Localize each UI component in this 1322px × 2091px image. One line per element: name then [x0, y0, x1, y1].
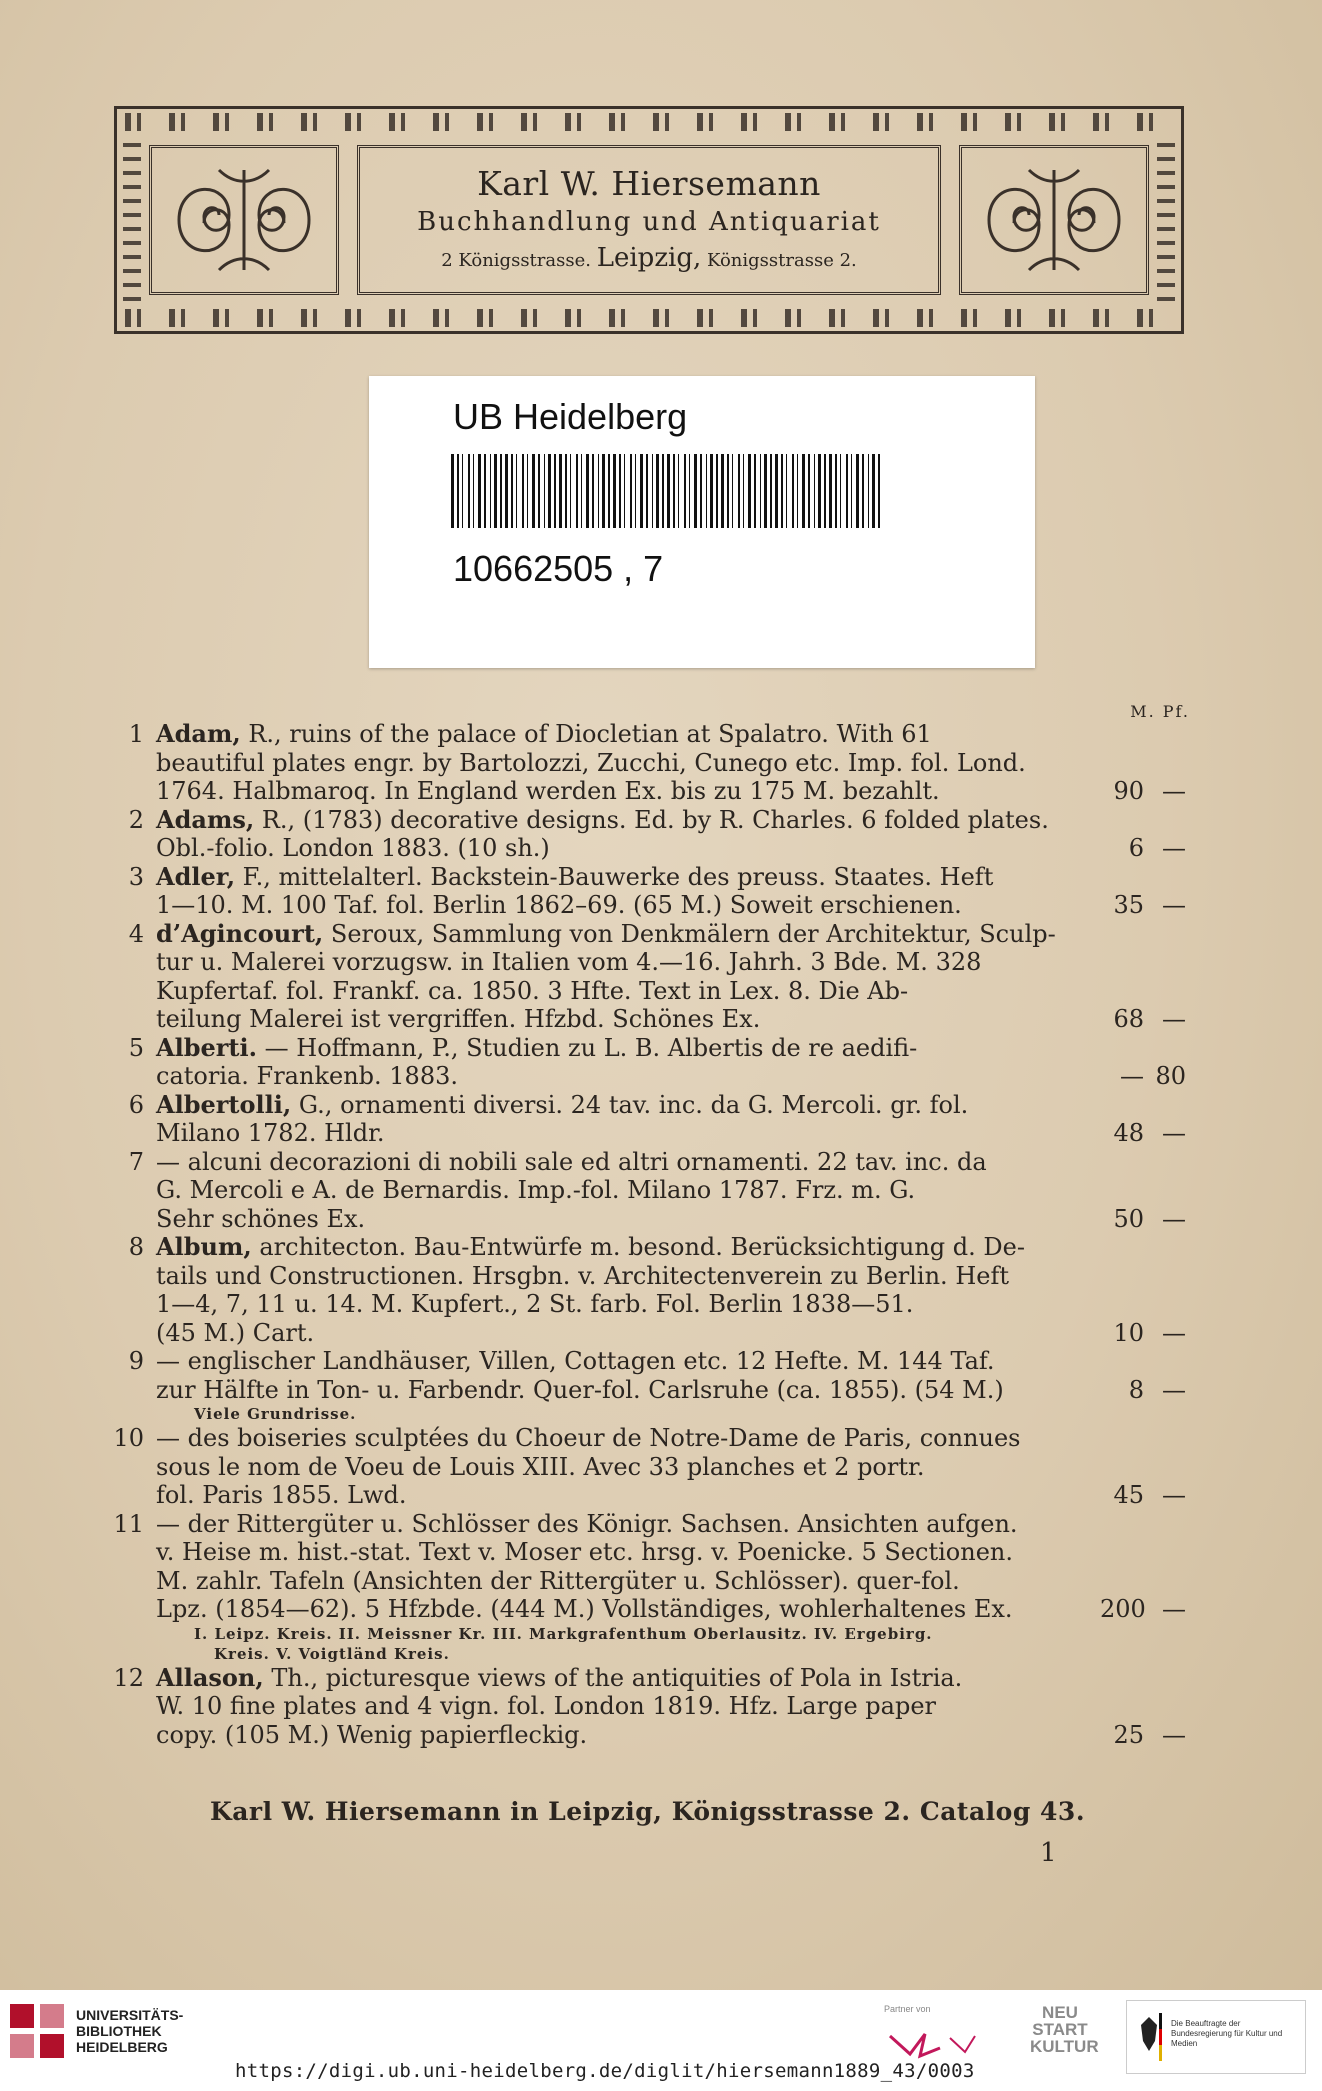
entry-price: [1100, 777, 1190, 806]
ornament-border-top: [125, 113, 1173, 131]
barcode-bar: [559, 454, 562, 528]
entry-text: [156, 1595, 1013, 1624]
entry-line: [156, 1376, 1190, 1405]
barcode-bar: [770, 454, 772, 528]
entry-line: [156, 1034, 1190, 1063]
price-pfennig: —: [1162, 891, 1186, 919]
entry-number: 9: [128, 1347, 144, 1375]
entry-body: Th., picturesque views of the antiquities of Pola in Istria.: [263, 1663, 963, 1692]
barcode-bar: [570, 454, 571, 528]
barcode-bar: [684, 454, 686, 528]
barcode-bar: [554, 454, 556, 528]
barcode-bar: [527, 454, 528, 528]
banner-text-panel: [357, 145, 941, 295]
catalog-entry: [110, 1664, 1190, 1750]
address-city: Leipzig,: [596, 243, 702, 273]
barcode-bar: [490, 454, 491, 528]
uni-text-line-3: HEIDELBERG: [76, 2039, 168, 2055]
entry-body: fol. Paris 1855. Lwd.: [156, 1481, 407, 1509]
entry-line: [156, 1567, 1190, 1596]
entry-note-line: Viele Grundrisse.: [194, 1405, 357, 1423]
entry-text: [156, 1205, 365, 1234]
barcode-bar: [706, 454, 707, 528]
entry-text: [156, 1376, 1004, 1405]
entry-body: Sehr schönes Ex.: [156, 1204, 366, 1233]
entry-text: [156, 977, 908, 1006]
page-url[interactable]: https://digi.ub.uni-heidelberg.de/diglit/hiersemann1889_43/0003: [235, 2060, 975, 2082]
entry-note-line: I. Leipz. Kreis. II. Meissner Kr. III. Markgrafenthum Oberlausitz. IV. Ergebirg.: [194, 1624, 933, 1643]
entry-body: copy. (105 M.) Wenig papierfleckig.: [156, 1720, 588, 1749]
price-marks: —: [1120, 1062, 1144, 1090]
entry-number: 1: [128, 720, 144, 748]
barcode-bar: [700, 454, 702, 528]
entry-text: [156, 749, 1026, 778]
shelf-number: 10662505 , 7: [453, 548, 664, 589]
entry-body: beautiful plates engr. by Bartolozzi, Zucchi, Cunego etc. Imp. fol. Lond.: [156, 748, 1026, 777]
university-library-logo[interactable]: [10, 2004, 183, 2058]
entry-body: tails und Constructionen. Hrsgbn. v. Architectenverein zu Berlin. Heft: [156, 1261, 1009, 1290]
barcode-bar: [667, 454, 670, 528]
barcode-icon: [451, 454, 883, 528]
price-pfennig: —: [1162, 1204, 1186, 1233]
price-pfennig: —: [1162, 1481, 1186, 1509]
price-marks: 8: [1128, 1375, 1144, 1404]
barcode-bar: [500, 454, 502, 528]
barcode-bar: [511, 454, 513, 528]
barcode-bar: [851, 454, 852, 528]
price-marks: 35: [1113, 891, 1144, 919]
entry-text: [156, 891, 962, 920]
barcode-bar: [516, 454, 517, 528]
entry-text: [156, 1290, 913, 1319]
price-marks: 68: [1113, 1005, 1144, 1033]
catalog-entry: [110, 920, 1190, 1034]
entry-number: 2: [128, 805, 144, 834]
entry-line: [156, 1005, 1190, 1034]
entry-body: architecton. Bau-Entwürfe m. besond. Berücksichtigung d. De-: [251, 1233, 1025, 1261]
entry-text: [156, 834, 550, 863]
neustart-line-1: NEU: [1042, 2003, 1078, 2022]
barcode-bar: [721, 454, 724, 528]
barcode-bar: [451, 454, 454, 528]
federal-government-logo[interactable]: [1126, 2000, 1306, 2074]
catalog-entry: [110, 806, 1190, 863]
barcode-bar: [835, 454, 837, 528]
barcode-bar: [872, 454, 875, 528]
barcode-bar: [635, 454, 636, 528]
uni-text-line-2: BIBLIOTHEK: [76, 2023, 162, 2039]
barcode-bar: [630, 454, 632, 528]
entry-body: 1764. Halbmaroq. In England werden Ex. bis zu 175 M. bezahlt.: [156, 777, 940, 805]
entry-line: [156, 1262, 1190, 1291]
barcode-bar: [586, 454, 589, 528]
entry-line: [156, 1290, 1190, 1319]
entry-price: [1100, 1595, 1190, 1624]
entry-price: [1100, 834, 1190, 863]
neustart-line-3: KULTUR: [1030, 2037, 1099, 2056]
entry-lemma: Albertolli,: [156, 1089, 292, 1119]
barcode-bar: [694, 454, 697, 528]
university-logo-icon: [10, 2004, 64, 2058]
federal-eagle-icon: [1135, 2011, 1163, 2063]
entry-body: tur u. Malerei vorzugsw. in Italien vom 4.—16. Jahrh. 3 Bde. M. 328: [156, 948, 982, 976]
barcode-bar: [484, 454, 486, 528]
entry-text: [156, 1510, 1018, 1539]
barcode-bar: [613, 454, 616, 528]
price-marks: 25: [1113, 1720, 1144, 1749]
catalog-entries: [110, 720, 1190, 1749]
ornament-border-right: [1157, 139, 1175, 301]
neustart-kultur-logo[interactable]: [1030, 2003, 1099, 2056]
catalog-entry: [110, 1091, 1190, 1148]
barcode-bar: [862, 454, 864, 528]
barcode-bar: [619, 454, 621, 528]
entry-text: [156, 1692, 936, 1721]
entry-line: [156, 1148, 1190, 1177]
barcode-bar: [652, 454, 653, 528]
entry-text: [156, 1005, 760, 1034]
entry-lemma: Allason,: [156, 1662, 264, 1692]
barcode-bar: [656, 454, 659, 528]
barcode-bar: [808, 454, 810, 528]
entry-text: [156, 1319, 314, 1348]
entry-number: 12: [113, 1663, 144, 1692]
entry-text: [156, 1176, 915, 1205]
ornament-border-left: [123, 139, 141, 301]
entry-lemma: d’Agincourt,: [156, 918, 324, 948]
entry-text: [156, 1424, 1020, 1453]
barcode-bar: [468, 454, 470, 528]
entry-text: [156, 806, 1049, 835]
catalog-entry: [110, 1510, 1190, 1664]
entry-number: 6: [128, 1090, 144, 1119]
price-marks: 200: [1100, 1595, 1146, 1623]
entry-text: [156, 1538, 1013, 1567]
price-pfennig: —: [1162, 1720, 1186, 1749]
entry-number: 11: [113, 1509, 144, 1538]
entry-line: [156, 1119, 1190, 1148]
barcode-bar: [856, 454, 859, 528]
barcode-bar: [673, 454, 675, 528]
entry-text: [156, 948, 981, 977]
price-marks: 6: [1128, 834, 1144, 862]
entry-number: 10: [113, 1424, 144, 1452]
price-pfennig: —: [1162, 1595, 1186, 1623]
entry-note: [194, 1404, 1190, 1424]
entry-body: — des boiseries sculptées du Choeur de Notre-Dame de Paris, connues: [156, 1424, 1021, 1452]
barcode-bar: [840, 454, 841, 528]
price-pfennig: —: [1162, 777, 1186, 805]
barcode-bar: [538, 454, 540, 528]
entry-price: [1100, 1062, 1190, 1091]
entry-body: Milano 1782. Hldr.: [156, 1119, 385, 1147]
barcode-bar: [462, 454, 463, 528]
barcode-bar: [662, 454, 664, 528]
entry-price: [1100, 1005, 1190, 1034]
entry-line: [156, 1481, 1190, 1510]
entry-line: [156, 1319, 1190, 1348]
barcode-bar: [781, 454, 783, 528]
barcode-bar: [868, 454, 869, 528]
barcode-bar: [775, 454, 778, 528]
barcode-bar: [814, 454, 815, 528]
price-pfennig: —: [1162, 1005, 1186, 1033]
barcode-bar: [565, 454, 567, 528]
entry-body: Kupfertaf. fol. Frankf. ca. 1850. 3 Hfte. Text in Lex. 8. Die Ab-: [156, 976, 909, 1005]
barcode-bar: [786, 454, 787, 528]
entry-body: F., mittelalterl. Backstein-Bauwerke des preuss. Staates. Heft: [235, 862, 994, 891]
entry-text: [156, 1034, 917, 1063]
catalog-entry: [110, 1424, 1190, 1510]
scroll-ornament-right-icon: [959, 145, 1149, 295]
barcode-bar: [764, 454, 767, 528]
page-number: 1: [1040, 1838, 1057, 1868]
entry-body: Lpz. (1854—62). 5 Hfzbde. (444 M.) Vollständiges, wohlerhaltenes Ex.: [156, 1595, 1013, 1623]
barcode-bar: [640, 454, 643, 528]
entry-line: [156, 1664, 1190, 1693]
entry-text: [156, 1481, 407, 1510]
entry-body: teilung Malerei ist vergriffen. Hfzbd. Schönes Ex.: [156, 1005, 761, 1033]
barcode-bar: [829, 454, 832, 528]
catalog-entry: [110, 1347, 1190, 1424]
barcode-bar: [624, 454, 625, 528]
entry-text: [156, 1347, 995, 1376]
entry-body: W. 10 fine plates and 4 vign. fol. London 1819. Hfz. Large paper: [156, 1692, 936, 1720]
barcode-bar: [846, 454, 848, 528]
entry-text: [156, 720, 932, 749]
entry-body: catoria. Frankenb. 1883.: [156, 1062, 458, 1090]
barcode-bar: [532, 454, 535, 528]
header-banner: [114, 106, 1184, 334]
entry-price: [1100, 1119, 1190, 1148]
shop-address: [360, 243, 938, 273]
entry-body: 1—4, 7, 11 u. 14. M. Kupfert., 2 St. farb. Fol. Berlin 1838—51.: [156, 1290, 914, 1318]
entry-number: 7: [128, 1147, 144, 1176]
entry-line: [156, 834, 1190, 863]
barcode-bar: [548, 454, 551, 528]
library-barcode-label: [369, 376, 1035, 668]
entry-note-line: Kreis. V. Voigtländ Kreis.: [214, 1644, 450, 1663]
address-left: 2 Königsstrasse.: [441, 250, 591, 271]
barcode-bar: [727, 454, 729, 528]
entry-lemma: Adler,: [156, 861, 236, 891]
entry-lemma: Album,: [156, 1232, 252, 1261]
entry-body: zur Hälfte in Ton- u. Farbendr. Quer-fol. Carlsruhe (ca. 1855). (54 M.): [156, 1375, 1004, 1404]
barcode-bar: [716, 454, 718, 528]
entry-line: [156, 720, 1190, 749]
barcode-bar: [473, 454, 474, 528]
barcode-bar: [689, 454, 690, 528]
barcode-bar: [505, 454, 508, 528]
entry-body: — alcuni decorazioni di nobili sale ed altri ornamenti. 22 tav. inc. da: [156, 1147, 987, 1176]
entry-body: M. zahlr. Tafeln (Ansichten der Rittergüter u. Schlösser). quer-fol.: [156, 1566, 960, 1595]
entry-text: [156, 920, 1056, 949]
library-name: UB Heidelberg: [453, 396, 688, 437]
entry-line: [156, 1176, 1190, 1205]
price-pfennig: —: [1162, 1119, 1186, 1147]
viewer-footer-bar: [0, 1990, 1322, 2091]
barcode-bar: [802, 454, 805, 528]
price-marks: 48: [1113, 1119, 1144, 1147]
entry-lemma: Adam,: [156, 719, 241, 748]
entry-price: [1100, 1319, 1190, 1348]
entry-line: [156, 1091, 1190, 1120]
barcode-bar: [732, 454, 733, 528]
price-column-header: M. Pf.: [1130, 702, 1190, 721]
entry-text: [156, 1262, 1009, 1291]
entry-body: (45 M.) Cart.: [156, 1318, 315, 1347]
entry-body: R., ruins of the palace of Diocletian at Spalatro. With 61: [240, 720, 932, 748]
barcode-bar: [748, 454, 751, 528]
entry-text: [156, 1148, 987, 1177]
entry-price: [1100, 1205, 1190, 1234]
price-marks: 45: [1113, 1481, 1144, 1509]
entry-body: R., (1783) decorative designs. Ed. by R. Charles. 6 folded plates.: [254, 805, 1049, 834]
price-marks: 10: [1113, 1318, 1144, 1347]
entry-text: [156, 1091, 968, 1120]
barcode-bar: [710, 454, 713, 528]
price-marks: 50: [1113, 1204, 1144, 1233]
entry-line: [156, 1347, 1190, 1376]
catalog-footer: Karl W. Hiersemann in Leipzig, Königsstrasse 2. Catalog 43.: [210, 1797, 1086, 1826]
barcode-bar: [797, 454, 798, 528]
barcode-bar: [646, 454, 648, 528]
entry-number: 4: [128, 919, 144, 948]
entry-body: G., ornamenti diversi. 24 tav. inc. da G. Mercoli. gr. fol.: [291, 1090, 969, 1119]
barcode-bar: [678, 454, 679, 528]
entry-line: [156, 1721, 1190, 1750]
catalog-entry: [110, 863, 1190, 920]
ornament-border-bottom: [125, 309, 1173, 327]
barcode-bar: [478, 454, 481, 528]
entry-line: [156, 891, 1190, 920]
entry-line: [156, 1453, 1190, 1482]
entry-line: [156, 1062, 1190, 1091]
barcode-bar: [576, 454, 578, 528]
catalog-entry: [110, 720, 1190, 806]
entry-lemma: Alberti.: [156, 1032, 257, 1062]
entry-line: [156, 1233, 1190, 1262]
entry-price: [1100, 1481, 1190, 1510]
entry-price: [1100, 891, 1190, 920]
entry-text: [156, 863, 993, 892]
barcode-bar: [494, 454, 497, 528]
entry-body: G. Mercoli e A. de Bernardis. Imp.-fol. Milano 1787. Frz. m. G.: [156, 1176, 916, 1204]
catalog-entry: [110, 1148, 1190, 1234]
entry-lemma: Adams,: [156, 804, 255, 834]
entry-number: 8: [128, 1233, 144, 1261]
barcode-bar: [544, 454, 545, 528]
scroll-ornament-left-icon: [149, 145, 339, 295]
entry-body: Seroux, Sammlung von Denkmälern der Architektur, Sculp-: [323, 919, 1056, 948]
shop-description: Buchhandlung und Antiquariat: [417, 207, 881, 237]
entry-text: [156, 777, 940, 806]
barcode-bar: [602, 454, 605, 528]
entry-line: [156, 1205, 1190, 1234]
entry-text: [156, 1453, 924, 1482]
catalog-entry: [110, 1233, 1190, 1347]
entry-text: [156, 1721, 587, 1750]
price-pfennig: —: [1162, 1318, 1186, 1347]
barcode-bar: [608, 454, 610, 528]
entry-body: sous le nom de Voeu de Louis XIII. Avec 33 planches et 2 portr.: [156, 1452, 925, 1481]
shop-name: Karl W. Hiersemann: [477, 164, 821, 203]
entry-line: [156, 749, 1190, 778]
entry-body: — der Rittergüter u. Schlösser des Königr. Sachsen. Ansichten aufgen.: [156, 1509, 1018, 1538]
price-pfennig: 80: [1155, 1062, 1186, 1090]
barcode-bar: [754, 454, 756, 528]
entry-text: [156, 1664, 962, 1693]
entry-number: 3: [128, 862, 144, 891]
entry-body: — englischer Landhäuser, Villen, Cottagen etc. 12 Hefte. M. 144 Taf.: [156, 1347, 995, 1375]
partner-label: Partner von: [884, 2004, 931, 2014]
catalog-entry: [110, 1034, 1190, 1091]
price-pfennig: —: [1162, 834, 1186, 862]
barcode-bar: [522, 454, 524, 528]
entry-text: [156, 1567, 960, 1596]
entry-price: [1100, 1376, 1190, 1405]
federal-government-text: Die Beauftragte der Bundesregierung für Kultur und Medien: [1171, 2019, 1283, 2048]
entry-line: [156, 1538, 1190, 1567]
price-marks: 90: [1113, 777, 1144, 805]
entry-body: Obl.-folio. London 1883. (10 sh.): [156, 834, 550, 862]
barcode-bar: [824, 454, 826, 528]
entry-line: [156, 948, 1190, 977]
entry-line: [156, 1692, 1190, 1721]
entry-line: [156, 920, 1190, 949]
entry-line: [156, 806, 1190, 835]
barcode-bar: [581, 454, 582, 528]
entry-price: [1100, 1721, 1190, 1750]
barcode-bar: [760, 454, 761, 528]
barcode-bar: [598, 454, 599, 528]
university-logo-text: [76, 2007, 183, 2055]
barcode-bar: [878, 454, 880, 528]
entry-text: [156, 1233, 1025, 1262]
barcode-bar: [457, 454, 459, 528]
neustart-line-2: START: [1032, 2020, 1088, 2039]
entry-body: 1—10. M. 100 Taf. fol. Berlin 1862–69. (65 M.) Soweit erschienen.: [156, 891, 962, 919]
address-right: Königsstrasse 2.: [707, 250, 857, 271]
entry-line: [156, 777, 1190, 806]
entry-line: [156, 977, 1190, 1006]
entry-body: — Hoffmann, P., Studien zu L. B. Albertis de re aedifi-: [257, 1033, 918, 1062]
barcode-bar: [738, 454, 740, 528]
entry-text: [156, 1119, 385, 1148]
uni-text-line-1: UNIVERSITÄTS-: [76, 2007, 184, 2023]
entry-text: [156, 1062, 458, 1091]
entry-line: [156, 863, 1190, 892]
barcode-bar: [818, 454, 821, 528]
barcode-bar: [792, 454, 794, 528]
entry-line: [156, 1424, 1190, 1453]
entry-number: 5: [128, 1033, 144, 1062]
entry-note: [194, 1624, 1190, 1664]
price-pfennig: —: [1162, 1375, 1186, 1404]
entry-line: [156, 1595, 1190, 1624]
barcode-bar: [592, 454, 594, 528]
barcode-bar: [743, 454, 744, 528]
entry-line: [156, 1510, 1190, 1539]
entry-body: v. Heise m. hist.-stat. Text v. Moser etc. hrsg. v. Poenicke. 5 Sectionen.: [156, 1538, 1014, 1566]
